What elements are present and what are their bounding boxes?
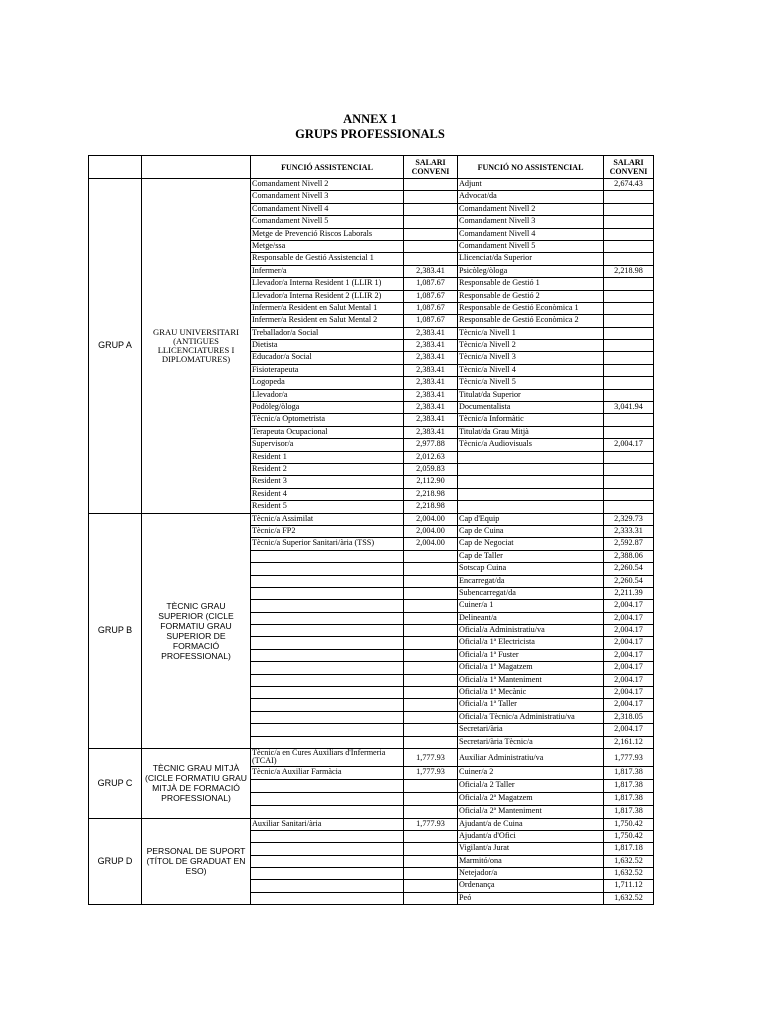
funcio-assistencial-cell (251, 736, 404, 748)
funcio-no-assistencial-cell: Oficial/a Administratiu/va (458, 625, 604, 637)
salari-assistencial-cell (404, 575, 458, 587)
funcio-assistencial-cell: Supervisor/a (251, 439, 404, 451)
salari-no-assistencial-cell (604, 377, 654, 389)
funcio-assistencial-cell (251, 880, 404, 892)
funcio-no-assistencial-cell: Comandament Nivell 3 (458, 216, 604, 228)
salari-assistencial-cell (404, 805, 458, 818)
funcio-no-assistencial-cell: Sotscap Cuina (458, 563, 604, 575)
funcio-assistencial-cell: Resident 3 (251, 476, 404, 488)
funcio-no-assistencial-cell: Auxiliar Administratiu/va (458, 748, 604, 766)
funcio-no-assistencial-cell: Psicòleg/òloga (458, 265, 604, 277)
salari-no-assistencial-cell (604, 290, 654, 302)
salari-no-assistencial-cell: 1,632.52 (604, 868, 654, 880)
salari-assistencial-cell: 1,087.67 (404, 278, 458, 290)
salari-assistencial-cell (404, 563, 458, 575)
salari-assistencial-cell: 1,087.67 (404, 302, 458, 314)
salari-assistencial-cell (404, 625, 458, 637)
funcio-no-assistencial-cell: Comandament Nivell 2 (458, 203, 604, 215)
salari-no-assistencial-cell (604, 488, 654, 500)
funcio-assistencial-cell: Llevador/a (251, 389, 404, 401)
salari-no-assistencial-cell: 1,817.18 (604, 843, 654, 855)
salari-no-assistencial-cell: 2,318.05 (604, 711, 654, 723)
funcio-assistencial-cell: Resident 5 (251, 501, 404, 513)
funcio-assistencial-cell (251, 724, 404, 736)
group-description: GRAU UNIVERSITARI (ANTIGUES LLICENCIATURES I DIPLOMATURES) (142, 179, 251, 514)
funcio-assistencial-cell: Infermer/a Resident en Salut Mental 2 (251, 315, 404, 327)
salari-assistencial-cell (404, 240, 458, 252)
funcio-no-assistencial-cell: Subencarregat/da (458, 587, 604, 599)
header-empty-group (89, 156, 142, 179)
funcio-no-assistencial-cell: Documentalista (458, 402, 604, 414)
header-funcio-no-assistencial: FUNCIÓ NO ASSISTENCIAL (458, 156, 604, 179)
salari-no-assistencial-cell (604, 463, 654, 475)
salari-no-assistencial-cell: 1,632.52 (604, 855, 654, 867)
salari-assistencial-cell: 2,383.41 (404, 352, 458, 364)
funcio-assistencial-cell: Comandament Nivell 4 (251, 203, 404, 215)
salari-assistencial-cell: 1,777.93 (404, 766, 458, 779)
salari-no-assistencial-cell: 2,161.12 (604, 736, 654, 748)
funcio-no-assistencial-cell: Responsable de Gestió Econòmica 2 (458, 315, 604, 327)
funcio-no-assistencial-cell (458, 476, 604, 488)
salari-no-assistencial-cell: 2,218.98 (604, 265, 654, 277)
funcio-no-assistencial-cell: Titulat/da Superior (458, 389, 604, 401)
salari-assistencial-cell (404, 699, 458, 711)
funcio-assistencial-cell: Resident 2 (251, 463, 404, 475)
salari-no-assistencial-cell: 2,592.87 (604, 538, 654, 550)
salari-assistencial-cell (404, 779, 458, 792)
funcio-assistencial-cell (251, 843, 404, 855)
salari-no-assistencial-cell (604, 327, 654, 339)
salari-assistencial-cell: 2,383.41 (404, 377, 458, 389)
salari-assistencial-cell: 1,777.93 (404, 818, 458, 830)
salari-assistencial-cell (404, 191, 458, 203)
funcio-assistencial-cell: Comandament Nivell 3 (251, 191, 404, 203)
salari-no-assistencial-cell (604, 191, 654, 203)
salari-no-assistencial-cell: 2,004.17 (604, 649, 654, 661)
funcio-assistencial-cell (251, 830, 404, 842)
salari-no-assistencial-cell (604, 426, 654, 438)
funcio-assistencial-cell (251, 649, 404, 661)
funcio-no-assistencial-cell: Oficial/a 1ª Magatzem (458, 662, 604, 674)
salari-no-assistencial-cell: 1,750.42 (604, 830, 654, 842)
funcio-assistencial-cell: Tècnic/a Superior Sanitari/ària (TSS) (251, 538, 404, 550)
funcio-no-assistencial-cell (458, 463, 604, 475)
salari-assistencial-cell (404, 674, 458, 686)
salari-assistencial-cell (404, 203, 458, 215)
salari-assistencial-cell (404, 228, 458, 240)
funcio-no-assistencial-cell: Tècnic/a Nivell 5 (458, 377, 604, 389)
salari-no-assistencial-cell: 2,004.17 (604, 724, 654, 736)
funcio-no-assistencial-cell: Ajudant/a de Cuina (458, 818, 604, 830)
funcio-no-assistencial-cell: Cap d'Equip (458, 513, 604, 525)
funcio-no-assistencial-cell: Oficial/a 1ª Mecànic (458, 687, 604, 699)
salari-no-assistencial-cell (604, 228, 654, 240)
funcio-no-assistencial-cell: Cap de Taller (458, 550, 604, 562)
funcio-no-assistencial-cell: Tècnic/a Nivell 2 (458, 340, 604, 352)
salari-assistencial-cell (404, 612, 458, 624)
salari-assistencial-cell: 2,218.98 (404, 501, 458, 513)
funcio-no-assistencial-cell: Oficial/a 1ª Electricista (458, 637, 604, 649)
salari-assistencial-cell (404, 892, 458, 904)
salari-assistencial-cell (404, 724, 458, 736)
table-row (89, 818, 654, 830)
funcio-assistencial-cell (251, 779, 404, 792)
funcio-assistencial-cell (251, 550, 404, 562)
funcio-assistencial-cell (251, 711, 404, 723)
salari-assistencial-cell: 1,777.93 (404, 748, 458, 766)
salari-no-assistencial-cell: 2,004.17 (604, 637, 654, 649)
funcio-no-assistencial-cell: Oficial/a 2 Taller (458, 779, 604, 792)
funcio-no-assistencial-cell: Ordenança (458, 880, 604, 892)
salari-assistencial-cell: 2,004.00 (404, 525, 458, 537)
funcio-no-assistencial-cell: Tècnic/a Audiovisuals (458, 439, 604, 451)
funcio-no-assistencial-cell: Responsable de Gestió 1 (458, 278, 604, 290)
salari-no-assistencial-cell: 3,041.94 (604, 402, 654, 414)
salari-no-assistencial-cell: 1,777.93 (604, 748, 654, 766)
salari-no-assistencial-cell: 1,711.12 (604, 880, 654, 892)
funcio-assistencial-cell (251, 662, 404, 674)
funcio-assistencial-cell (251, 699, 404, 711)
header-salari-conveni: SALARI CONVENI (404, 156, 458, 179)
funcio-no-assistencial-cell: Ajudant/a d'Ofici (458, 830, 604, 842)
funcio-assistencial-cell: Responsable de Gestió Assistencial 1 (251, 253, 404, 265)
funcio-no-assistencial-cell (458, 451, 604, 463)
funcio-assistencial-cell (251, 625, 404, 637)
group-name: GRUP B (89, 513, 142, 748)
salari-no-assistencial-cell: 2,004.17 (604, 662, 654, 674)
salari-no-assistencial-cell: 2,674.43 (604, 179, 654, 191)
salari-assistencial-cell: 2,004.00 (404, 538, 458, 550)
salari-assistencial-cell (404, 830, 458, 842)
annex-title: ANNEX 1 (343, 112, 397, 126)
funcio-assistencial-cell: Tècnic/a en Cures Auxiliars d'Infermeria (TCAI) (251, 748, 404, 766)
funcio-no-assistencial-cell: Peó (458, 892, 604, 904)
funcio-no-assistencial-cell (458, 488, 604, 500)
funcio-no-assistencial-cell: Tècnic/a Nivell 3 (458, 352, 604, 364)
funcio-assistencial-cell: Llevador/a Interna Resident 1 (LLIR 1) (251, 278, 404, 290)
funcio-assistencial-cell (251, 575, 404, 587)
table-row (89, 179, 654, 191)
salari-no-assistencial-cell: 2,004.17 (604, 625, 654, 637)
funcio-assistencial-cell (251, 612, 404, 624)
funcio-no-assistencial-cell: Oficial/a 1ª Taller (458, 699, 604, 711)
group-name: GRUP D (89, 818, 142, 905)
salari-no-assistencial-cell (604, 451, 654, 463)
funcio-no-assistencial-cell: Oficial/a 2ª Magatzem (458, 792, 604, 805)
funcio-assistencial-cell: Tècnic/a Optometrista (251, 414, 404, 426)
salari-assistencial-cell: 2,218.98 (404, 488, 458, 500)
funcio-no-assistencial-cell: Cuiner/a 1 (458, 600, 604, 612)
funcio-no-assistencial-cell: Delineant/a (458, 612, 604, 624)
funcio-no-assistencial-cell: Oficial/a 1ª Manteniment (458, 674, 604, 686)
funcio-assistencial-cell (251, 892, 404, 904)
funcio-no-assistencial-cell: Comandament Nivell 4 (458, 228, 604, 240)
funcio-assistencial-cell: Tècnic/a FP2 (251, 525, 404, 537)
funcio-no-assistencial-cell: Cap de Negociat (458, 538, 604, 550)
funcio-assistencial-cell (251, 687, 404, 699)
salari-assistencial-cell (404, 792, 458, 805)
salari-assistencial-cell (404, 216, 458, 228)
salari-assistencial-cell (404, 253, 458, 265)
funcio-assistencial-cell (251, 563, 404, 575)
funcio-no-assistencial-cell: Tècnic/a Informàtic (458, 414, 604, 426)
funcio-assistencial-cell: Metge de Prevenció Riscos Laborals (251, 228, 404, 240)
funcio-assistencial-cell: Podòleg/òloga (251, 402, 404, 414)
salari-no-assistencial-cell: 2,004.17 (604, 674, 654, 686)
salari-assistencial-cell: 2,977.88 (404, 439, 458, 451)
group-description: TÈCNIC GRAU SUPERIOR (CICLE FORMATIU GRAU SUPERIOR DE FORMACIÓ PROFESSIONAL) (142, 513, 251, 748)
funcio-assistencial-cell: Tècnic/a Auxiliar Farmàcia (251, 766, 404, 779)
funcio-assistencial-cell: Fisioterapeuta (251, 364, 404, 376)
salari-assistencial-cell: 2,383.41 (404, 327, 458, 339)
funcio-no-assistencial-cell: Cap de Cuina (458, 525, 604, 537)
salari-assistencial-cell: 2,383.41 (404, 364, 458, 376)
funcio-assistencial-cell: Tècnic/a Assimilat (251, 513, 404, 525)
salari-no-assistencial-cell (604, 216, 654, 228)
salari-no-assistencial-cell: 1,817.38 (604, 766, 654, 779)
funcio-no-assistencial-cell: Advocat/da (458, 191, 604, 203)
salari-no-assistencial-cell (604, 352, 654, 364)
salari-assistencial-cell (404, 587, 458, 599)
salari-assistencial-cell (404, 662, 458, 674)
header-empty-desc (142, 156, 251, 179)
funcio-no-assistencial-cell: Titulat/da Grau Mitjà (458, 426, 604, 438)
salari-no-assistencial-cell (604, 315, 654, 327)
funcio-assistencial-cell (251, 805, 404, 818)
salari-no-assistencial-cell: 2,211.39 (604, 587, 654, 599)
salari-no-assistencial-cell: 2,004.17 (604, 699, 654, 711)
header-salari-conveni-2: SALARI CONVENI (604, 156, 654, 179)
funcio-no-assistencial-cell: Vigilant/a Jurat (458, 843, 604, 855)
salari-no-assistencial-cell: 2,260.54 (604, 563, 654, 575)
salari-assistencial-cell (404, 843, 458, 855)
salari-no-assistencial-cell: 2,388.06 (604, 550, 654, 562)
funcio-assistencial-cell: Comandament Nivell 2 (251, 179, 404, 191)
funcio-no-assistencial-cell: Secretari/ària (458, 724, 604, 736)
funcio-no-assistencial-cell: Llicenciat/da Superior (458, 253, 604, 265)
salari-no-assistencial-cell: 2,329.73 (604, 513, 654, 525)
funcio-assistencial-cell: Dietista (251, 340, 404, 352)
salari-no-assistencial-cell (604, 389, 654, 401)
salari-no-assistencial-cell (604, 340, 654, 352)
salari-no-assistencial-cell: 2,333.31 (604, 525, 654, 537)
salari-assistencial-cell: 2,012.63 (404, 451, 458, 463)
salari-no-assistencial-cell: 2,004.17 (604, 600, 654, 612)
salari-assistencial-cell: 1,087.67 (404, 315, 458, 327)
salari-assistencial-cell (404, 855, 458, 867)
funcio-no-assistencial-cell: Marmitó/ona (458, 855, 604, 867)
salari-no-assistencial-cell (604, 364, 654, 376)
salari-assistencial-cell (404, 649, 458, 661)
funcio-assistencial-cell (251, 637, 404, 649)
salari-assistencial-cell (404, 711, 458, 723)
salari-no-assistencial-cell (604, 302, 654, 314)
salari-no-assistencial-cell: 2,260.54 (604, 575, 654, 587)
salari-assistencial-cell (404, 600, 458, 612)
table-body (89, 179, 654, 905)
salari-no-assistencial-cell (604, 414, 654, 426)
salari-assistencial-cell: 2,383.41 (404, 414, 458, 426)
salari-no-assistencial-cell (604, 278, 654, 290)
funcio-no-assistencial-cell: Netejador/a (458, 868, 604, 880)
salari-assistencial-cell (404, 637, 458, 649)
salari-assistencial-cell: 2,383.41 (404, 426, 458, 438)
funcio-assistencial-cell: Infermer/a (251, 265, 404, 277)
salari-no-assistencial-cell (604, 253, 654, 265)
group-name: GRUP C (89, 748, 142, 818)
funcio-no-assistencial-cell: Oficial/a Tècnic/a Administratiu/va (458, 711, 604, 723)
funcio-no-assistencial-cell: Comandament Nivell 5 (458, 240, 604, 252)
funcio-no-assistencial-cell: Tècnic/a Nivell 4 (458, 364, 604, 376)
funcio-assistencial-cell: Infermer/a Resident en Salut Mental 1 (251, 302, 404, 314)
salari-no-assistencial-cell: 1,632.52 (604, 892, 654, 904)
salari-assistencial-cell (404, 868, 458, 880)
group-description: PERSONAL DE SUPORT (TÍTOL DE GRADUAT EN ESO) (142, 818, 251, 905)
salari-no-assistencial-cell: 1,817.38 (604, 805, 654, 818)
salari-no-assistencial-cell: 2,004.17 (604, 687, 654, 699)
funcio-assistencial-cell: Llevador/a Interna Resident 2 (LLIR 2) (251, 290, 404, 302)
salari-no-assistencial-cell: 1,817.38 (604, 779, 654, 792)
funcio-no-assistencial-cell: Cuiner/a 2 (458, 766, 604, 779)
salari-assistencial-cell: 1,087.67 (404, 290, 458, 302)
funcio-no-assistencial-cell: Oficial/a 2ª Manteniment (458, 805, 604, 818)
salari-no-assistencial-cell: 1,817.38 (604, 792, 654, 805)
funcio-assistencial-cell: Logopeda (251, 377, 404, 389)
funcio-assistencial-cell (251, 855, 404, 867)
salari-assistencial-cell: 2,383.41 (404, 402, 458, 414)
funcio-no-assistencial-cell: Tècnic/a Nivell 1 (458, 327, 604, 339)
salari-assistencial-cell: 2,059.83 (404, 463, 458, 475)
funcio-no-assistencial-cell (458, 501, 604, 513)
salari-no-assistencial-cell (604, 203, 654, 215)
funcio-assistencial-cell (251, 600, 404, 612)
salari-assistencial-cell: 2,112.90 (404, 476, 458, 488)
funcio-no-assistencial-cell: Secretari/ària Tècnic/a (458, 736, 604, 748)
funcio-assistencial-cell: Educador/a Social (251, 352, 404, 364)
header-funcio-assistencial: FUNCIÓ ASSISTENCIAL (251, 156, 404, 179)
salari-assistencial-cell (404, 179, 458, 191)
funcio-no-assistencial-cell: Responsable de Gestió Econòmica 1 (458, 302, 604, 314)
funcio-assistencial-cell (251, 792, 404, 805)
funcio-assistencial-cell (251, 868, 404, 880)
salari-assistencial-cell (404, 550, 458, 562)
table-header-row (89, 156, 654, 179)
funcio-assistencial-cell: Auxiliar Sanitari/ària (251, 818, 404, 830)
salari-no-assistencial-cell (604, 476, 654, 488)
salari-no-assistencial-cell: 1,750.42 (604, 818, 654, 830)
funcio-no-assistencial-cell: Encarregat/da (458, 575, 604, 587)
funcio-assistencial-cell: Metge/ssa (251, 240, 404, 252)
funcio-assistencial-cell (251, 674, 404, 686)
funcio-assistencial-cell: Resident 4 (251, 488, 404, 500)
salari-no-assistencial-cell: 2,004.17 (604, 439, 654, 451)
salari-assistencial-cell (404, 736, 458, 748)
funcio-no-assistencial-cell: Responsable de Gestió 2 (458, 290, 604, 302)
document-subtitle: GRUPS PROFESSIONALS (295, 127, 445, 141)
funcio-assistencial-cell: Treballador/a Social (251, 327, 404, 339)
table-row (89, 513, 654, 525)
salari-assistencial-cell: 2,004.00 (404, 513, 458, 525)
group-description: TÈCNIC GRAU MITJÀ (CICLE FORMATIU GRAU MITJÀ DE FORMACIÓ PROFESSIONAL) (142, 748, 251, 818)
salari-no-assistencial-cell (604, 240, 654, 252)
funcio-no-assistencial-cell: Adjunt (458, 179, 604, 191)
salari-assistencial-cell: 2,383.41 (404, 340, 458, 352)
funcio-assistencial-cell: Resident 1 (251, 451, 404, 463)
salari-assistencial-cell: 2,383.41 (404, 265, 458, 277)
funcio-no-assistencial-cell: Oficial/a 1ª Fuster (458, 649, 604, 661)
salari-assistencial-cell (404, 880, 458, 892)
funcio-assistencial-cell: Terapeuta Ocupacional (251, 426, 404, 438)
salari-assistencial-cell (404, 687, 458, 699)
table-row (89, 748, 654, 766)
professional-groups-table (88, 155, 654, 905)
group-name: GRUP A (89, 179, 142, 514)
salari-no-assistencial-cell (604, 501, 654, 513)
funcio-assistencial-cell (251, 587, 404, 599)
salari-no-assistencial-cell: 2,004.17 (604, 612, 654, 624)
salari-assistencial-cell: 2,383.41 (404, 389, 458, 401)
funcio-assistencial-cell: Comandament Nivell 5 (251, 216, 404, 228)
